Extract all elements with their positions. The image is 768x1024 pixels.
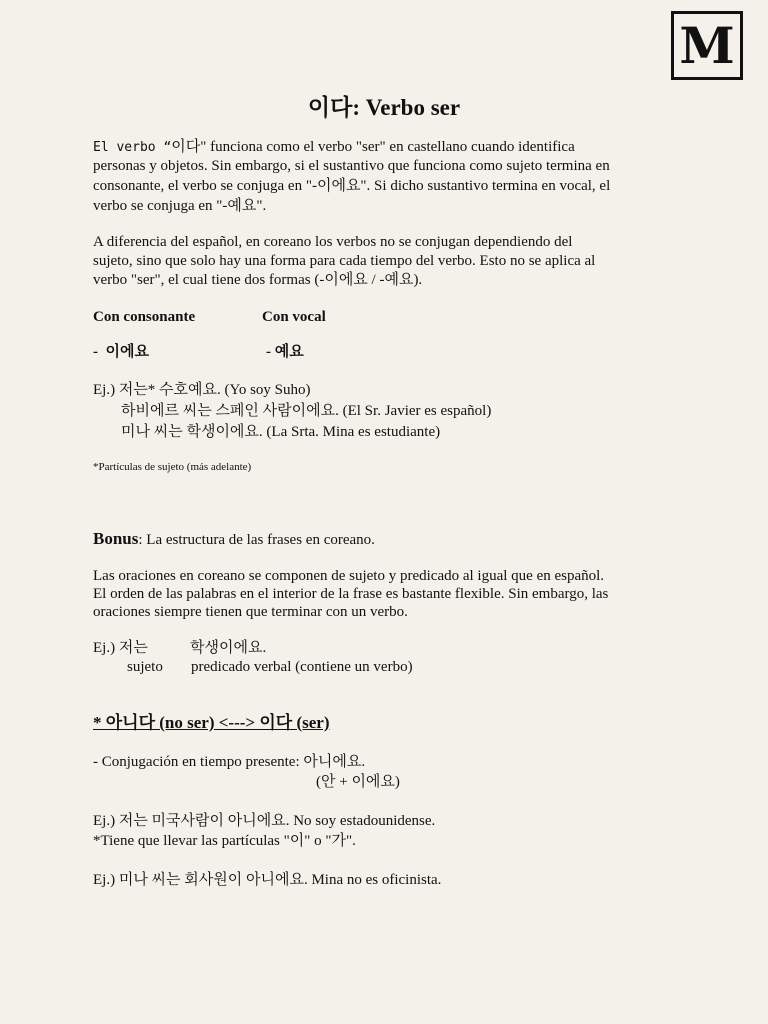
bonus-line-2: El orden de las palabras en el interior de la frase es bastante flexible. Sin embargo, las — [93, 586, 609, 602]
intro-line-1-rest: " funciona como el verbo "ser" en castellano cuando identifica — [200, 139, 575, 155]
bonus-line-1: Las oraciones en coreano se componen de sujeto y predicado al igual que en español. — [93, 568, 605, 584]
subject-particle-note: *Partículas de sujeto (más adelante) — [93, 461, 252, 473]
example-1: Ej.) 저는* 수호예요. (Yo soy Suho) — [93, 382, 311, 398]
logo: M — [671, 11, 743, 80]
page-title: 이다: Verbo ser — [307, 95, 461, 120]
intro-korean: 이다 — [171, 139, 201, 155]
example-3: 미나 씨는 학생이에요. (La Srta. Mina es estudiante) — [121, 424, 441, 440]
para2-line-1: A diferencia del español, en coreano los verbos no se conjugan dependiendo del — [93, 234, 573, 250]
anida-conjugation-breakdown: (안 + 이에요) — [316, 774, 400, 790]
bonus-example-subject: Ej.) 저는 — [93, 640, 148, 656]
intro-prefix: El verbo “ — [93, 140, 172, 155]
consonant-header: Con consonante — [93, 309, 196, 325]
bonus-line-3: oraciones siempre tienen que terminar con un verbo. — [93, 604, 408, 620]
anida-conjugation: - Conjugación en tiempo presente: 아니에요. — [93, 754, 366, 770]
intro-line-4: verbo se conjuga en "-예요". — [93, 198, 267, 214]
bonus-heading — [93, 530, 375, 549]
anida-heading: * 아니다 (no ser) <---> 이다 (ser) — [93, 713, 330, 732]
intro-line-2: personas y objetos. Sin embargo, si el sustantivo que funciona como sujeto termina en — [93, 158, 610, 174]
para2-line-3: verbo "ser", el cual tiene dos formas (-이에요 / -예요). — [93, 272, 423, 288]
subject-label: sujeto — [127, 659, 163, 675]
anida-particle-note: *Tiene que llevar las partículas "이" o "가". — [93, 833, 356, 849]
vowel-header: Con vocal — [262, 309, 326, 325]
bonus-heading-rest: : La estructura de las frases en coreano. — [138, 532, 375, 548]
anida-example-2: Ej.) 미나 씨는 회사원이 아니에요. Mina no es oficinista. — [93, 872, 442, 888]
para2-line-2: sujeto, sino que solo hay una forma para cada tiempo del verbo. Esto no se aplica al — [93, 253, 596, 269]
vowel-form: - 예요 — [266, 344, 304, 360]
bonus-example-predicate: 학생이에요. — [190, 640, 267, 656]
anida-example-1: Ej.) 저는 미국사람이 아니에요. No soy estadounidense. — [93, 813, 436, 829]
predicate-label: predicado verbal (contiene un verbo) — [191, 659, 413, 675]
consonant-form: - 이에요 — [93, 344, 149, 360]
bonus-label: Bonus — [93, 529, 139, 548]
intro-line-3: consonante, el verbo se conjuga en "-이에요". Si dicho sustantivo termina en vocal, el — [93, 178, 611, 194]
intro-line-1 — [93, 138, 575, 157]
example-2: 하비에르 씨는 스페인 사람이에요. (El Sr. Javier es español) — [121, 403, 492, 419]
